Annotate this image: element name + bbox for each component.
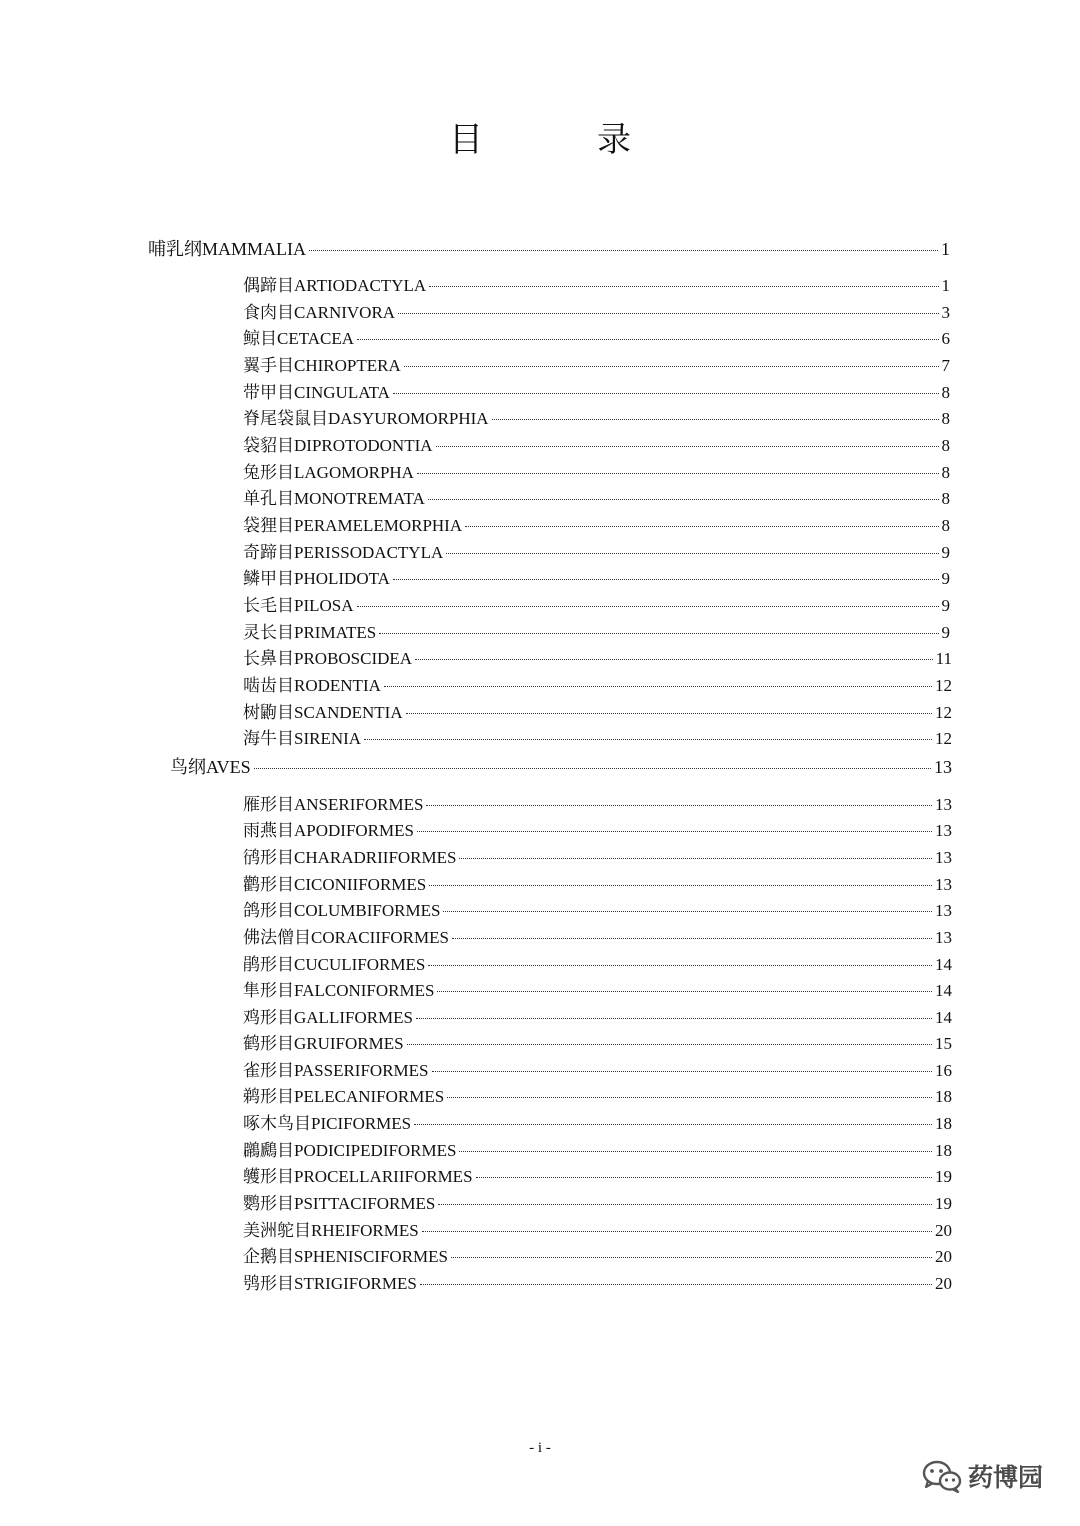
toc-entry-page: 16 (935, 1061, 952, 1080)
toc-entry-label: 雀形目PASSERIFORMES (243, 1061, 429, 1080)
toc-entry-label: 佛法僧目CORACIIFORMES (243, 928, 449, 947)
toc-entry-page: 13 (934, 757, 952, 777)
toc-entry[interactable] (243, 792, 952, 818)
toc-entry[interactable] (243, 726, 952, 752)
toc-entry-label: 兔形目LAGOMORPHA (243, 463, 414, 482)
dot-leader (416, 1018, 932, 1019)
dot-leader (407, 1044, 932, 1045)
toc-entry[interactable] (243, 1271, 952, 1297)
toc-entry[interactable] (243, 540, 950, 566)
toc-entry-label: 啄木鸟目PICIFORMES (243, 1114, 412, 1133)
toc-entry-label: 灵长目PRIMATES (243, 623, 377, 642)
toc-entry-page: 8 (941, 516, 950, 535)
toc-entry-page: 9 (941, 596, 950, 615)
dot-leader (404, 366, 939, 367)
toc-entry[interactable] (243, 433, 950, 459)
page-number: - i - (529, 1440, 551, 1456)
toc-entry-page: 12 (935, 729, 952, 748)
toc-entry-page: 8 (941, 383, 950, 402)
toc-entry-page: 9 (941, 543, 950, 562)
toc-entry-label: 鸟纲AVES (170, 757, 251, 777)
toc-entry-label: 鸮形目STRIGIFORMES (243, 1274, 417, 1293)
wechat-icon (922, 1459, 962, 1493)
toc-entry[interactable] (243, 673, 952, 699)
toc-entry-label: 带甲目CINGULATA (243, 383, 390, 402)
toc-entry-label: 鳞甲目PHOLIDOTA (243, 569, 390, 588)
dot-leader (459, 1151, 932, 1152)
dot-leader (406, 713, 932, 714)
toc-entry[interactable] (243, 978, 952, 1004)
toc-entry-label: 食肉目CARNIVORA (243, 303, 396, 322)
watermark (922, 1458, 1043, 1494)
dot-leader (364, 739, 932, 740)
toc-entry-page: 18 (935, 1141, 952, 1160)
toc-entry-page: 13 (935, 875, 952, 894)
toc-entry[interactable] (243, 566, 950, 592)
toc-section-entry[interactable] (170, 754, 952, 780)
toc-entry-page: 9 (941, 623, 950, 642)
dot-leader (254, 768, 931, 769)
toc-entry[interactable] (243, 818, 952, 844)
dot-leader (452, 938, 932, 939)
dot-leader (417, 831, 932, 832)
toc-entry-label: 鸊鷉目PODICIPEDIFORMES (243, 1141, 457, 1160)
dot-leader (393, 579, 939, 580)
toc-entry-page: 8 (941, 463, 950, 482)
dot-leader (429, 286, 938, 287)
toc-entry[interactable] (243, 460, 950, 486)
toc-entry-label: 鲸目CETACEA (243, 329, 355, 348)
watermark-text: 药博园 (968, 1463, 1044, 1492)
toc-entry-page: 7 (941, 356, 950, 375)
toc-entry[interactable] (243, 1164, 952, 1190)
toc-entry[interactable] (243, 1111, 952, 1137)
dot-leader (451, 1257, 932, 1258)
toc-entry[interactable] (243, 1191, 952, 1217)
toc-entry[interactable] (243, 898, 952, 924)
toc-entry-page: 6 (941, 329, 950, 348)
toc-entry-page: 12 (935, 676, 952, 695)
toc-entry-label: 海牛目SIRENIA (243, 729, 362, 748)
toc-entry[interactable] (243, 620, 950, 646)
toc-entry[interactable] (243, 700, 952, 726)
dot-leader (398, 313, 938, 314)
toc-entry-page: 18 (935, 1087, 952, 1106)
toc-entry-page: 14 (935, 955, 952, 974)
toc-entry-page: 13 (935, 848, 952, 867)
toc-entry[interactable] (243, 1244, 952, 1270)
toc-entry-page: 14 (935, 1008, 952, 1027)
toc-entry-page: 1 (941, 276, 950, 295)
toc-entry-label: 树鼩目SCANDENTIA (243, 703, 403, 722)
toc-entry-page: 14 (935, 981, 952, 1000)
toc-entry-label: 鹃形目CUCULIFORMES (243, 955, 426, 974)
dot-leader (393, 393, 939, 394)
dot-leader (438, 1204, 932, 1205)
toc-entry-label: 哺乳纲MAMMALIA (148, 239, 307, 259)
toc-entry-page: 8 (941, 436, 950, 455)
toc-entry-page: 20 (935, 1247, 952, 1266)
toc-entry[interactable] (243, 1218, 952, 1244)
toc-entry-label: 企鹅目SPHENISCIFORMES (243, 1247, 448, 1266)
dot-leader (443, 911, 932, 912)
toc-entry-label: 翼手目CHIROPTERA (243, 356, 401, 375)
dot-leader (447, 1097, 932, 1098)
toc-entry[interactable] (243, 925, 952, 951)
toc-entry[interactable] (243, 300, 950, 326)
toc-entry-label: 鸻形目CHARADRIIFORMES (243, 848, 457, 867)
toc-entry-label: 袋貂目DIPROTODONTIA (243, 436, 433, 455)
toc-entry-page: 18 (935, 1114, 952, 1133)
toc-entry[interactable] (243, 593, 950, 619)
toc-entry-label: 美洲鸵目RHEIFORMES (243, 1221, 419, 1240)
dot-leader (432, 1071, 933, 1072)
toc-entry-label: 雁形目ANSERIFORMES (243, 795, 424, 814)
toc-entry-page: 11 (935, 649, 952, 668)
toc-entry-label: 袋狸目PERAMELEMORPHIA (243, 516, 463, 535)
toc-section-entry[interactable] (148, 236, 950, 262)
toc-entry[interactable] (243, 952, 952, 978)
toc-entry-page: 13 (935, 901, 952, 920)
toc-entry-label: 鸡形目GALLIFORMES (243, 1008, 414, 1027)
dot-leader (357, 339, 938, 340)
toc-entry-page: 20 (935, 1274, 952, 1293)
dot-leader (379, 633, 938, 634)
toc-entry-page: 15 (935, 1034, 952, 1053)
toc-entry-label: 单孔目MONOTREMATA (243, 489, 425, 508)
toc-entry[interactable] (243, 486, 950, 512)
dot-leader (357, 606, 939, 607)
toc-entry-page: 13 (935, 821, 952, 840)
dot-leader (446, 553, 938, 554)
toc-entry[interactable] (243, 380, 950, 406)
toc-entry[interactable] (243, 406, 950, 432)
dot-leader (414, 1124, 932, 1125)
toc-entry[interactable] (243, 1084, 952, 1110)
dot-leader (309, 250, 938, 251)
toc-entry[interactable] (243, 513, 950, 539)
toc-entry-page: 8 (941, 409, 950, 428)
toc-entry-page: 8 (941, 489, 950, 508)
dot-leader (476, 1177, 932, 1178)
dot-leader (459, 858, 932, 859)
toc-entry-label: 隼形目FALCONIFORMES (243, 981, 435, 1000)
dot-leader (417, 473, 939, 474)
toc-entry-label: 啮齿目RODENTIA (243, 676, 381, 695)
toc-entry-label: 长毛目PILOSA (243, 596, 354, 615)
toc-entry[interactable] (243, 872, 952, 898)
toc-entry-page: 3 (941, 303, 950, 322)
toc-entry[interactable] (243, 1138, 952, 1164)
toc-entry-label: 偶蹄目ARTIODACTYLA (243, 276, 427, 295)
dot-leader (384, 686, 932, 687)
toc-entry[interactable] (243, 1031, 952, 1057)
toc-entry-label: 奇蹄目PERISSODACTYLA (243, 543, 444, 562)
toc-entry[interactable] (243, 326, 950, 352)
toc-entry[interactable] (243, 273, 950, 299)
toc-entry-label: 雨燕目APODIFORMES (243, 821, 414, 840)
toc-entry-page: 19 (935, 1167, 952, 1186)
toc-entry-label: 脊尾袋鼠目DASYUROMORPHIA (243, 409, 489, 428)
dot-leader (429, 885, 932, 886)
toc-entry-page: 13 (935, 928, 952, 947)
dot-leader (426, 805, 932, 806)
dot-leader (465, 526, 938, 527)
dot-leader (436, 446, 939, 447)
toc-entry-label: 鹈形目PELECANIFORMES (243, 1087, 445, 1106)
toc-entry-label: 鹦形目PSITTACIFORMES (243, 1194, 436, 1213)
toc-entry[interactable] (243, 845, 952, 871)
toc-entry[interactable] (243, 1058, 952, 1084)
toc-entry-page: 19 (935, 1194, 952, 1213)
toc-entry-label: 鹱形目PROCELLARIIFORMES (243, 1167, 473, 1186)
toc-entry[interactable] (243, 353, 950, 379)
dot-leader (420, 1284, 932, 1285)
dot-leader (492, 419, 939, 420)
toc-entry-label: 鸽形目COLUMBIFORMES (243, 901, 441, 920)
toc-entry-label: 长鼻目PROBOSCIDEA (243, 649, 413, 668)
toc-entry-page: 12 (935, 703, 952, 722)
toc-entry[interactable] (243, 1005, 952, 1031)
page-title: 目 录 (449, 122, 671, 159)
toc-entry[interactable] (243, 646, 952, 672)
toc-entry-page: 1 (941, 239, 950, 259)
dot-leader (422, 1231, 932, 1232)
dot-leader (428, 965, 932, 966)
toc-entry-page: 20 (935, 1221, 952, 1240)
dot-leader (437, 991, 932, 992)
toc-entry-page: 9 (941, 569, 950, 588)
toc-entry-page: 13 (935, 795, 952, 814)
dot-leader (428, 499, 939, 500)
toc-entry-label: 鹳形目CICONIIFORMES (243, 875, 427, 894)
toc-entry-label: 鹤形目GRUIFORMES (243, 1034, 404, 1053)
dot-leader (415, 659, 933, 660)
